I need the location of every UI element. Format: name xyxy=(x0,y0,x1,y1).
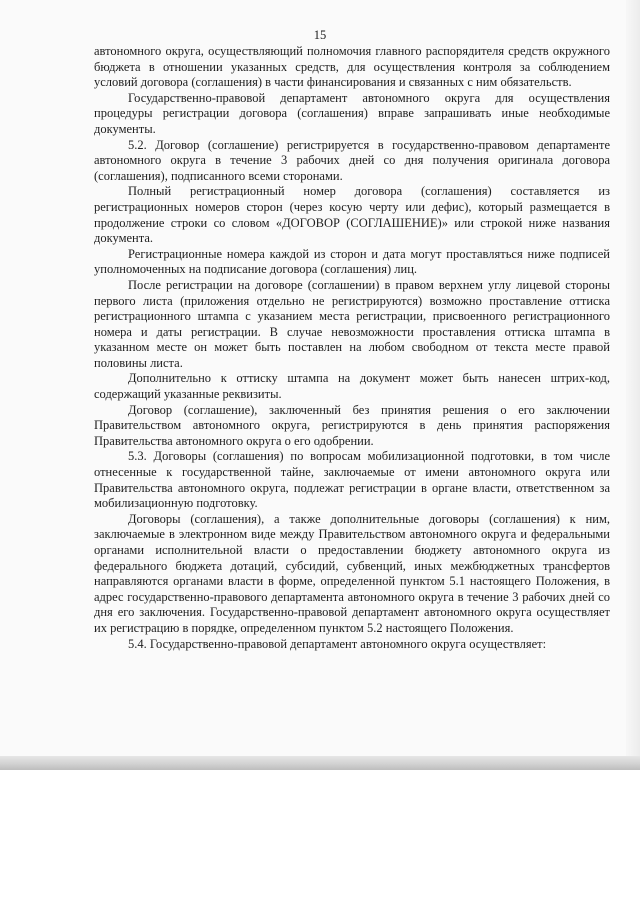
page-edge xyxy=(626,0,640,770)
paragraph-electronic-agreements: Договоры (соглашения), а также дополнительные договоры (соглашения) к ним, заключаемые в электронном виде между Правительством автономного округа и федеральными органами исполнительной власти о предоставлении бюджету автономного округа из федерального бюджета дотаций, субсидий, субвенций, иных межбюджетных трансфертов направляются органами власти в форме, определенной пунктом 5.1 настоящего Положения, в адрес государственно-правового департамента автономного округа в течение 3 рабочих дней со дня его заключения. Государственно-правовой департамент автономного округа осуществляет их регистрацию в порядке, определенном пунктом 5.2 настоящего Положения. xyxy=(94,511,610,635)
paragraph-without-decision: Договор (соглашение), заключенный без принятия решения о его заключении Правительством автономного округа, регистрируются в день принятия распоряжения Правительства автономного округа о его одобрении. xyxy=(94,402,610,448)
page-number: 15 xyxy=(313,28,327,42)
paragraph-number-placement: Регистрационные номера каждой из сторон и дата могут проставляться ниже подписей уполномоченных на подписание договора (соглашения) лиц. xyxy=(94,246,610,277)
paragraph-barcode: Дополнительно к оттиску штампа на документ может быть нанесен штрих-код, содержащий указанные реквизиты. xyxy=(94,371,610,402)
document-body xyxy=(94,44,610,652)
paragraph-registration-number: Полный регистрационный номер договора (соглашения) составляется из регистрационных номеров сторон (через косую черту или дефис), который размещается в продолжение строки со словом «ДОГОВОР (СОГЛАШЕНИЕ)» или строкой ниже названия документа. xyxy=(94,184,610,246)
paragraph-5-4: 5.4. Государственно-правовой департамент автономного округа осуществляет: xyxy=(128,636,547,651)
scan-bottom-shadow xyxy=(0,756,640,770)
paragraph-5-2: 5.2. Договор (соглашение) регистрируется в государственно-правовом департаменте автономного округа в течение 3 рабочих дней со дня получения оригинала договора (соглашения), подписанного всеми сторонами. xyxy=(94,137,610,183)
paragraph-request-documents: Государственно-правовой департамент автономного округа для осуществления процедуры регистрации договора (соглашения) вправе запрашивать иные необходимые документы. xyxy=(94,90,610,136)
paragraph-continuation: автономного округа, осуществляющий полномочия главного распорядителя средств окружного бюджета в отношении указанных средств, для осуществления контроля за соблюдением условий договора (соглашения) в части финансирования и связанных с ним обязательств. xyxy=(94,44,610,90)
paragraph-stamp: После регистрации на договоре (соглашении) в правом верхнем углу лицевой стороны первого листа (приложения отдельно не регистрируются) возможно проставление оттиска регистрационного штампа с указанием места регистрации, присвоенного регистрационного номера и даты регистрации. В случае невозможности проставления оттиска штампа в указанном месте он может быть поставлен на любом свободном от текста месте правой половины листа. xyxy=(94,277,610,370)
paragraph-5-3: 5.3. Договоры (соглашения) по вопросам мобилизационной подготовки, в том числе отнесенные к государственной тайне, заключаемые от имени автономного округа или Правительства автономного округа, подлежат регистрации в органе власти, ответственном за мобилизационную подготовку. xyxy=(94,449,610,511)
